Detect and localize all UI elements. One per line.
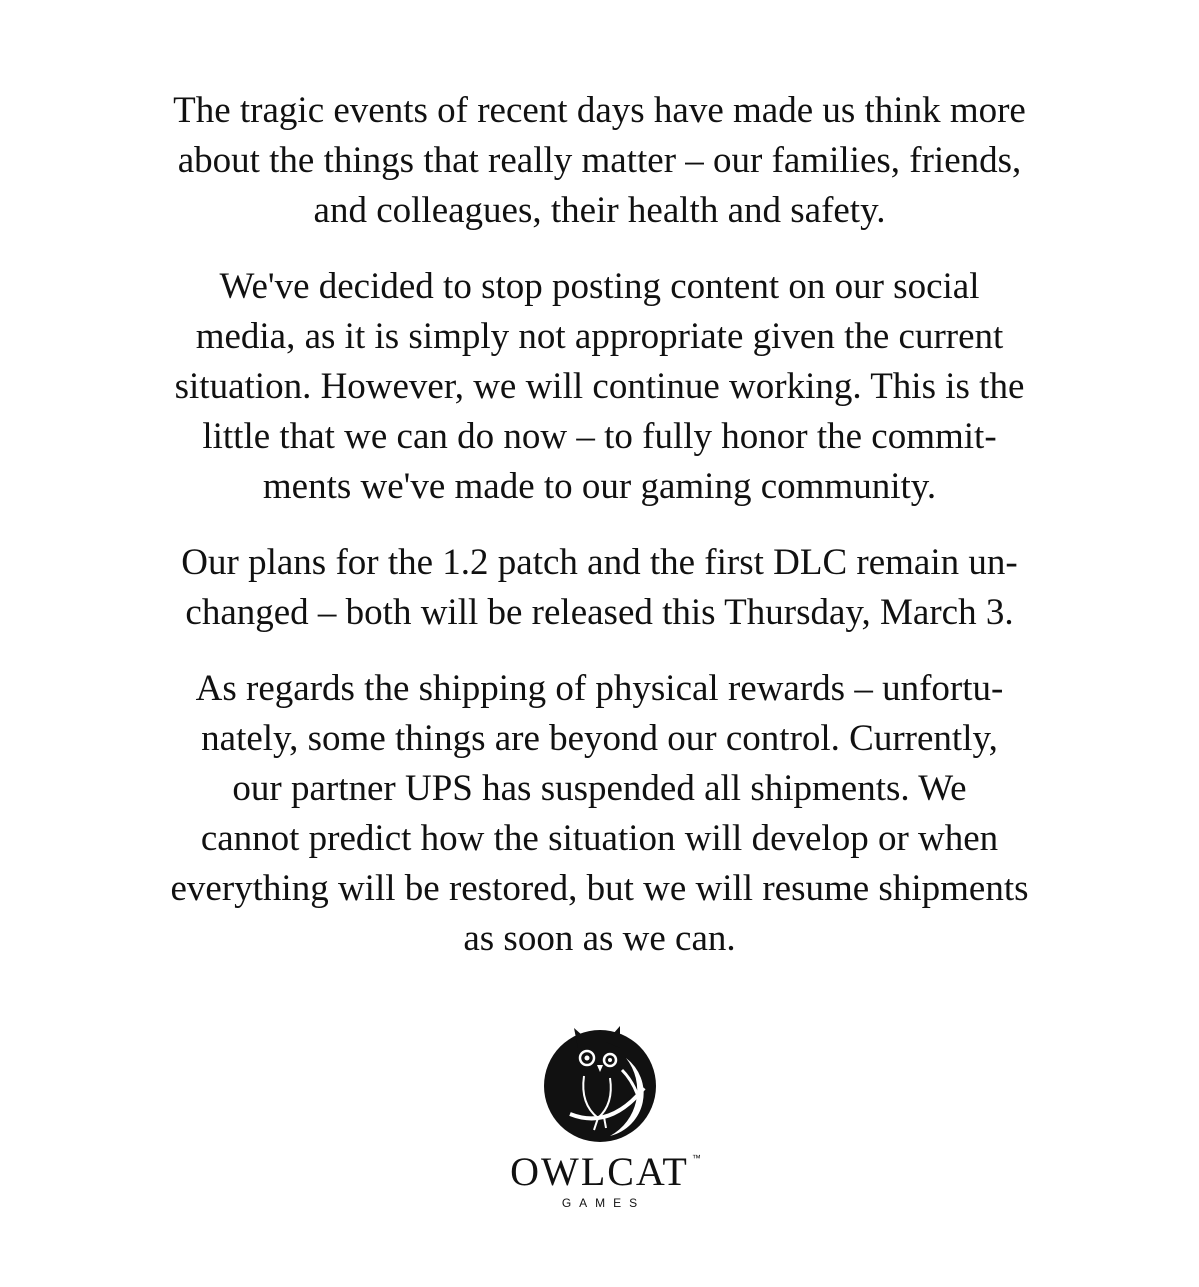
wordmark-text: OWLCAT [510,1149,689,1194]
text-line: little that we can do now – to fully honor the commit- [202,416,997,457]
text-line: media, as it is simply not appropriate given the current [195,316,1004,357]
trademark-symbol: ™ [691,1153,701,1163]
paragraph-shipping [0,664,1199,964]
text-line: As regards the shipping of physical rewards – unfortu- [195,668,1004,709]
statement [0,86,1199,990]
text-line: cannot predict how the situation will develop or when [200,818,999,859]
text-line: our partner UPS has suspended all shipments. We [232,768,967,809]
text-line: and colleagues, their health and safety. [313,190,886,231]
text-line: changed – both will be released this Thursday, March 3. [185,592,1014,633]
games-subtitle: GAMES [561,1196,646,1210]
text-line: Our plans for the 1.2 patch and the first DLC remain un- [181,542,1018,583]
paragraph-patch-dlc [0,538,1199,638]
text-line: situation. However, we will continue working. This is the [174,366,1025,407]
paragraph-tragic-events [0,86,1199,236]
owlcat-logo [0,1018,1199,1210]
text-line: The tragic events of recent days have made us think more [173,90,1026,131]
owlcat-wordmark [510,1149,701,1194]
text-line: as soon as we can. [463,918,736,959]
text-line: We've decided to stop posting content on our social [219,266,980,307]
text-line: everything will be restored, but we will resume shipments [170,868,1029,909]
text-line: nately, some things are beyond our control. Currently, [201,718,998,759]
paragraph-social-media [0,262,1199,512]
text-line: about the things that really matter – our families, friends, [177,140,1022,181]
text-line: ments we've made to our gaming community. [262,466,937,507]
owl-emblem-icon [540,1018,660,1146]
